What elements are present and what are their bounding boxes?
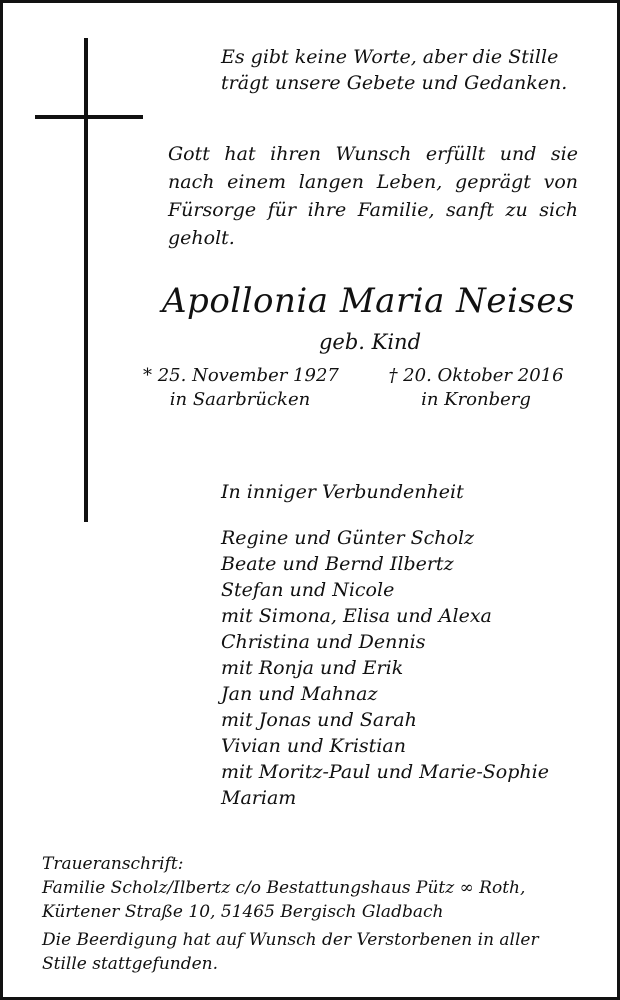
memorial-line: nach einem langen Leben, geprägt von	[168, 171, 578, 193]
mourner-line: Mariam	[221, 787, 297, 809]
mourner-line: Vivian und Kristian	[221, 735, 406, 757]
mourner-line: mit Moritz-Paul und Marie-Sophie	[221, 761, 549, 783]
funeral-note	[42, 928, 539, 976]
address-line: Familie Scholz/Ilbertz c/o Bestattungshaus Pütz ∞ Roth,	[42, 878, 526, 898]
death-place: in Kronberg	[421, 389, 531, 410]
mourning-address	[42, 852, 525, 924]
cross-horizontal-bar	[35, 115, 143, 119]
mourners-list	[221, 525, 549, 811]
mourner-line: Jan und Mahnaz	[221, 683, 378, 705]
quote-line: Es gibt keine Worte, aber die Stille	[221, 46, 559, 68]
memorial-line: Fürsorge für ihre Familie, sanft zu sich	[168, 199, 578, 221]
birth-place: in Saarbrücken	[169, 389, 311, 410]
mourner-line: Stefan und Nicole	[221, 579, 395, 601]
maiden-name: geb. Kind	[318, 330, 422, 354]
mourner-line: Christina und Dennis	[221, 631, 426, 653]
closing-phrase: In inniger Verbundenheit	[221, 481, 464, 503]
death-date: † 20. Oktober 2016	[388, 365, 564, 386]
mourner-line: mit Simona, Elisa und Alexa	[221, 605, 492, 627]
mourner-line: Beate und Bernd Ilbertz	[221, 553, 454, 575]
memorial-line: Gott hat ihren Wunsch erfüllt und sie	[168, 143, 578, 165]
opening-quote	[221, 44, 567, 96]
cross-vertical-bar	[84, 38, 88, 522]
death-info	[386, 364, 566, 412]
mourner-line: mit Ronja und Erik	[221, 657, 404, 679]
address-heading: Traueranschrift:	[42, 854, 184, 874]
mourner-line: mit Jonas und Sarah	[221, 709, 417, 731]
deceased-name: Apollonia Maria Neises	[162, 281, 575, 321]
mourner-line: Regine und Günter Scholz	[221, 527, 475, 549]
birth-date: * 25. November 1927	[143, 365, 339, 386]
note-line: Stille stattgefunden.	[42, 954, 219, 974]
birth-info	[143, 364, 337, 412]
memorial-line: geholt.	[168, 227, 235, 249]
quote-line: trägt unsere Gebete und Gedanken.	[221, 72, 568, 94]
address-line: Kürtener Straße 10, 51465 Bergisch Gladbach	[42, 902, 444, 922]
memorial-text	[168, 140, 578, 252]
note-line: Die Beerdigung hat auf Wunsch der Verstorbenen in aller	[42, 930, 539, 950]
